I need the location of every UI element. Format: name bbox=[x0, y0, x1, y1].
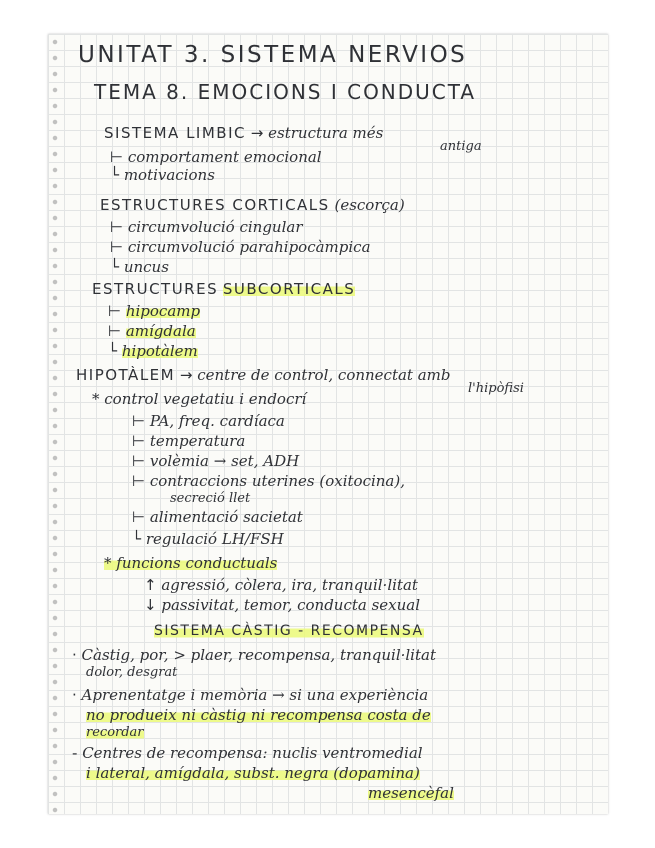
hipotalem-description: centre de control, connectat amb bbox=[197, 366, 451, 384]
control-item: ⊢ PA, freq. cardíaca bbox=[132, 412, 285, 430]
castig-heading: SISTEMA CÀSTIG - RECOMPENSA bbox=[154, 623, 424, 639]
subcortical-heading: ESTRUCTURES bbox=[92, 280, 219, 298]
subcortical-item: └ hipotàlem bbox=[108, 342, 198, 360]
control-item: ⊢ volèmia → set, ADH bbox=[132, 452, 300, 470]
castig-bullet-cont: dolor, desgrat bbox=[86, 665, 178, 680]
limbic-item: └ motivacions bbox=[110, 166, 215, 184]
limbic-line bbox=[104, 124, 383, 142]
subcortical-line bbox=[92, 280, 355, 298]
unit-title: UNITAT 3. SISTEMA NERVIOS bbox=[78, 42, 468, 68]
arrow-right-icon: → bbox=[179, 366, 193, 384]
limbic-description: estructura més bbox=[268, 124, 384, 142]
control-item: └ regulació LH/FSH bbox=[132, 530, 284, 548]
memory-bullet-cont: recordar bbox=[86, 725, 144, 740]
control-item: ⊢ contraccions uterines (oxitocina), bbox=[132, 472, 405, 490]
hipotalem-line bbox=[76, 366, 450, 384]
memory-bullet: · Aprenentatge i memòria → si una experiència bbox=[72, 686, 429, 704]
cortical-item: ⊢ circumvolució cingular bbox=[110, 218, 303, 236]
cortical-item: ⊢ circumvolució parahipocàmpica bbox=[110, 238, 371, 256]
topic-title: TEMA 8. EMOCIONS I CONDUCTA bbox=[94, 80, 477, 104]
control-item-cont: secreció llet bbox=[170, 491, 251, 506]
hipotalem-heading: HIPOTÀLEM bbox=[76, 366, 176, 384]
funcions-line: ↓ passivitat, temor, conducta sexual bbox=[144, 596, 421, 614]
memory-bullet-cont: no produeix ni càstig ni recompensa costa de bbox=[86, 706, 431, 724]
castig-bullet: · Càstig, por, > plaer, recompensa, tranquil·litat bbox=[72, 646, 436, 664]
funcions-line: ↑ agressió, còlera, ira, tranquil·litat bbox=[144, 576, 418, 594]
reward-bullet-cont: mesencèfal bbox=[368, 784, 454, 802]
control-item: ⊢ temperatura bbox=[132, 432, 246, 450]
cortical-item: └ uncus bbox=[110, 258, 169, 276]
limbic-description-cont: antiga bbox=[440, 139, 482, 154]
cortical-heading: ESTRUCTURES CORTICALS bbox=[100, 196, 330, 214]
limbic-item: ⊢ comportament emocional bbox=[110, 148, 322, 166]
cortical-line bbox=[100, 196, 405, 214]
funcions-label: * funcions conductuals bbox=[104, 554, 278, 572]
arrow-right-icon: → bbox=[250, 124, 264, 142]
reward-bullet: - Centres de recompensa: nuclis ventromedial bbox=[72, 744, 423, 762]
control-label: * control vegetatiu i endocrí bbox=[92, 390, 307, 408]
notebook-page bbox=[48, 34, 608, 814]
control-item: ⊢ alimentació sacietat bbox=[132, 508, 303, 526]
spiral-binding bbox=[48, 34, 58, 814]
hipotalem-description-cont: l'hipòfisi bbox=[468, 381, 524, 396]
reward-bullet-cont: i lateral, amígdala, subst. negra (dopamina) bbox=[86, 764, 420, 782]
subcortical-item: ⊢ hipocamp bbox=[108, 302, 201, 320]
cortical-note: (escorça) bbox=[334, 196, 405, 214]
subcortical-heading-highlighted: SUBCORTICALS bbox=[222, 280, 356, 298]
subcortical-item: ⊢ amígdala bbox=[108, 322, 196, 340]
limbic-heading: SISTEMA LIMBIC bbox=[104, 124, 246, 142]
